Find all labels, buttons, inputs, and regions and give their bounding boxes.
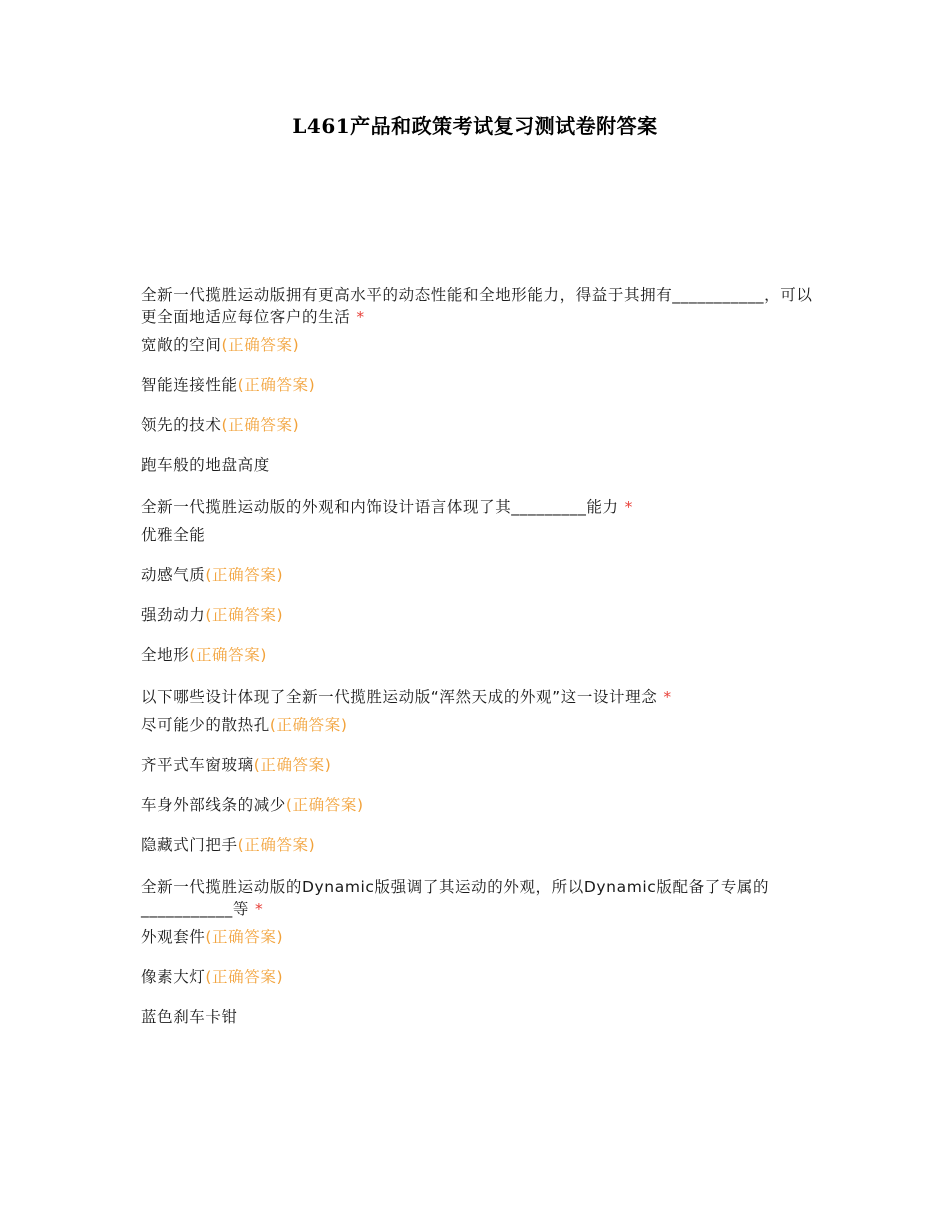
- answer-option: [141, 374, 821, 396]
- option-label: 强劲动力: [141, 606, 206, 624]
- answer-option: [141, 644, 821, 666]
- question-text: [141, 876, 821, 920]
- option-label: 领先的技术: [141, 416, 222, 434]
- answer-option: [141, 926, 821, 948]
- option-label: 优雅全能: [141, 526, 206, 544]
- question-text-body: 全新一代揽胜运动版的外观和内饰设计语言体现了其_________能力: [141, 498, 619, 516]
- answer-option: [141, 334, 821, 356]
- answer-option: [141, 834, 821, 856]
- answer-option: [141, 414, 821, 436]
- question-1: [141, 284, 821, 476]
- question-text: [141, 496, 821, 518]
- question-text-body: 以下哪些设计体现了全新一代揽胜运动版“浑然天成的外观”这一设计理念: [141, 688, 658, 706]
- option-label: 外观套件: [141, 928, 206, 946]
- correct-answer-tag: (正确答案): [221, 416, 300, 434]
- correct-answer-tag: (正确答案): [237, 836, 316, 854]
- correct-answer-tag: (正确答案): [205, 928, 284, 946]
- correct-answer-tag: (正确答案): [205, 968, 284, 986]
- correct-answer-tag: (正确答案): [205, 606, 284, 624]
- option-label: 车身外部线条的减少: [141, 796, 286, 814]
- question-2: [141, 496, 821, 666]
- correct-answer-tag: (正确答案): [221, 336, 300, 354]
- option-label: 蓝色刹车卡钳: [141, 1008, 238, 1026]
- question-text: [141, 686, 821, 708]
- correct-answer-tag: (正确答案): [285, 796, 364, 814]
- option-label: 全地形: [141, 646, 190, 664]
- answer-option: [141, 524, 821, 546]
- option-label: 宽敞的空间: [141, 336, 222, 354]
- answer-option: [141, 794, 821, 816]
- question-4: [141, 876, 821, 1028]
- answer-option: [141, 604, 821, 626]
- option-label: 智能连接性能: [141, 376, 238, 394]
- answer-option: [141, 966, 821, 988]
- required-mark: *: [624, 498, 634, 516]
- option-label: 跑车般的地盘高度: [141, 456, 270, 474]
- answer-option: [141, 454, 821, 476]
- question-text-body: 全新一代揽胜运动版的Dynamic版强调了其运动的外观，所以Dynamic版配备了专属的___________等: [141, 878, 770, 918]
- correct-answer-tag: (正确答案): [269, 716, 348, 734]
- question-text-body: 全新一代揽胜运动版拥有更高水平的动态性能和全地形能力，得益于其拥有___________，可以更全面地适应每位客户的生活: [141, 286, 813, 326]
- correct-answer-tag: (正确答案): [237, 376, 316, 394]
- question-text: [141, 284, 821, 328]
- option-label: 尽可能少的散热孔: [141, 716, 270, 734]
- required-mark: *: [663, 688, 672, 706]
- question-list: [141, 284, 821, 1048]
- answer-option: [141, 1006, 821, 1028]
- answer-option: [141, 754, 821, 776]
- document-title: L461产品和政策考试复习测试卷附答案: [292, 114, 658, 138]
- option-label: 隐藏式门把手: [141, 836, 238, 854]
- option-label: 齐平式车窗玻璃: [141, 756, 254, 774]
- answer-option: [141, 714, 821, 736]
- option-label: 动感气质: [141, 566, 206, 584]
- question-3: [141, 686, 821, 856]
- correct-answer-tag: (正确答案): [253, 756, 332, 774]
- correct-answer-tag: (正确答案): [189, 646, 268, 664]
- required-mark: *: [254, 900, 264, 918]
- answer-option: [141, 564, 821, 586]
- option-label: 像素大灯: [141, 968, 206, 986]
- required-mark: *: [356, 308, 365, 326]
- correct-answer-tag: (正确答案): [205, 566, 284, 584]
